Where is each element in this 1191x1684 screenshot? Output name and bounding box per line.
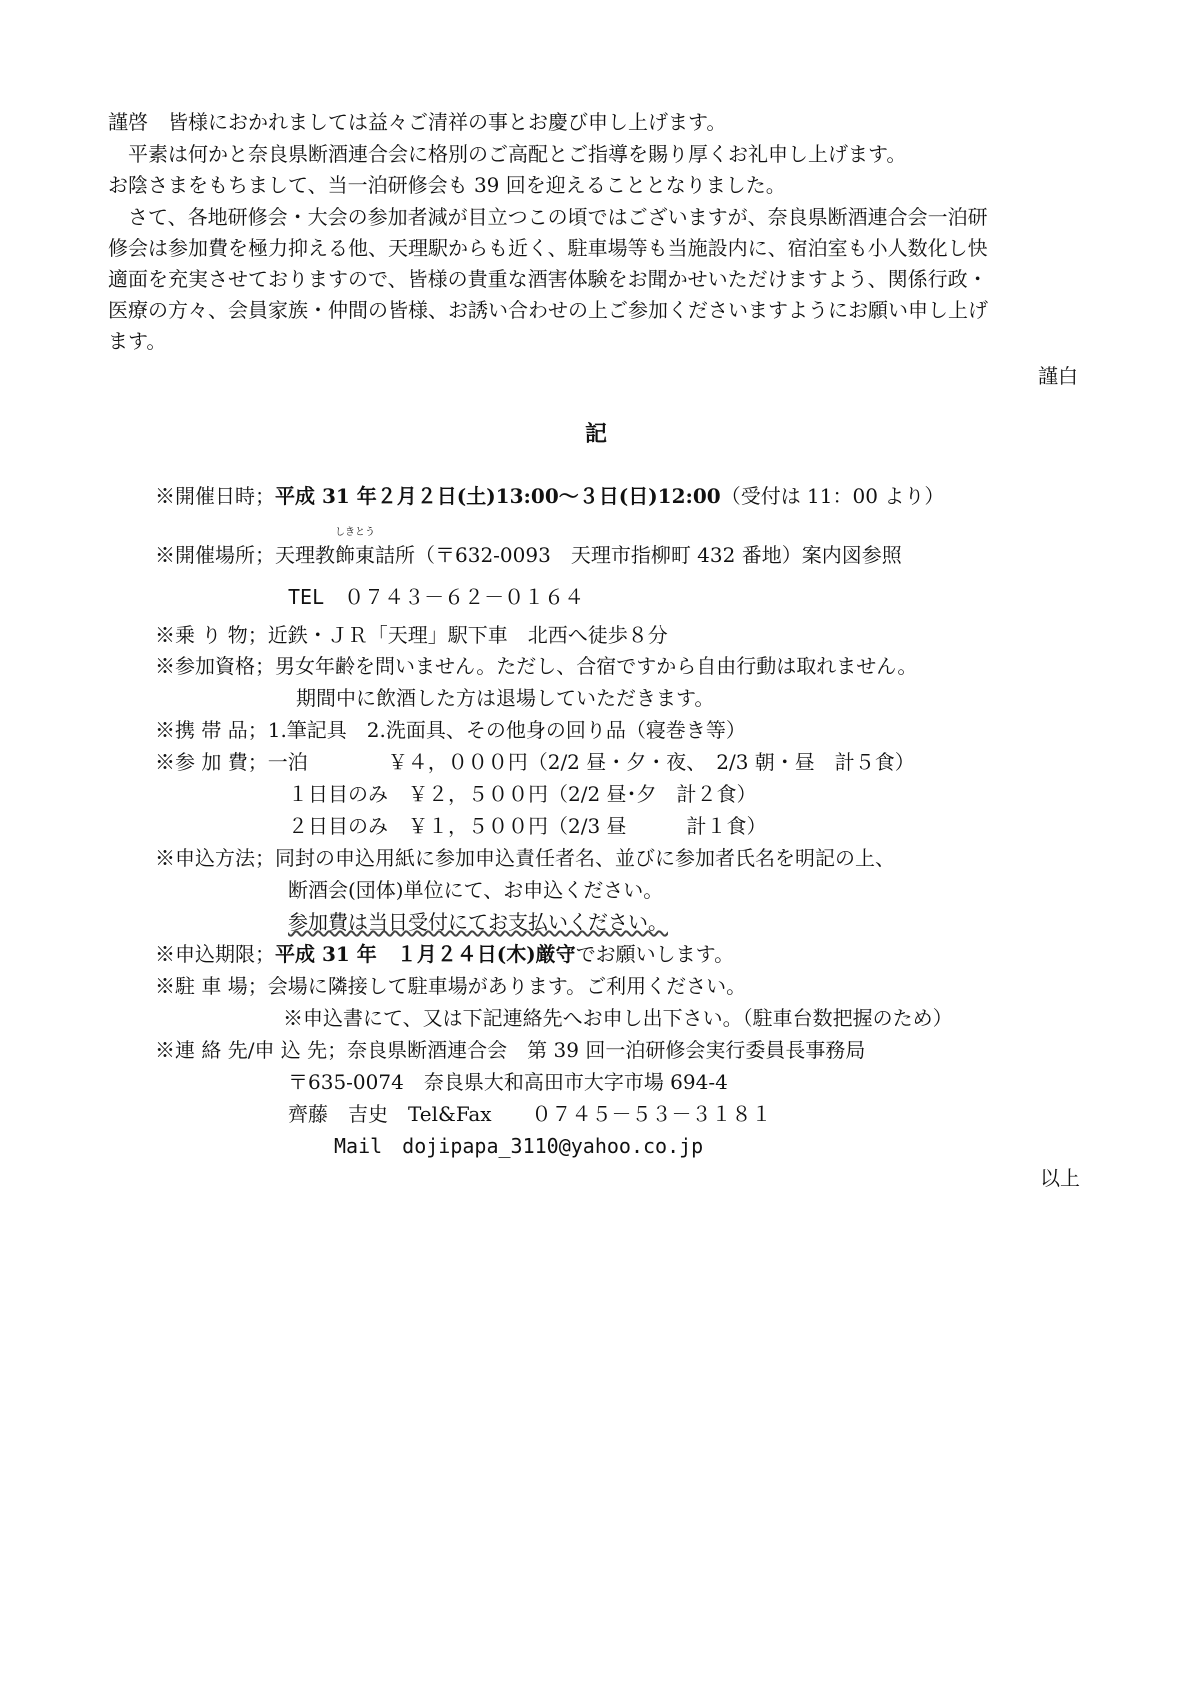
- item-qualification: [155, 653, 917, 679]
- qualification-value: 男女年齢を問いません。ただし、合宿ですから自由行動は取れません。: [275, 654, 918, 678]
- item-label: ※開催日時；: [155, 484, 275, 508]
- item-label: ※乗 り 物；: [155, 623, 268, 647]
- paragraph-line: お陰さまをもちまして、当一泊研修会も 39 回を迎えることとなりました。: [108, 173, 786, 197]
- fee-line: 一泊 ￥４，０００円（2/2 昼・夕・夜、 2/3 朝・昼 計５食）: [267, 750, 915, 774]
- date-note: （受付は 11：00 より）: [720, 484, 945, 508]
- contact-value: 奈良県断酒連合会 第 39 回一泊研修会実行委員長事務局: [347, 1038, 866, 1062]
- item-date: [155, 483, 944, 509]
- paragraph-line: 医療の方々、会員家族・仲間の皆様、お誘い合わせの上ご参加くださいますようにお願い申し上げ: [108, 298, 988, 322]
- paragraph-line: ます。: [108, 329, 167, 353]
- item-apply-method: [155, 845, 895, 871]
- apply-value-2: 断酒会(団体)単位にて、お申込ください。: [288, 878, 664, 902]
- venue-text: 天理教: [275, 543, 335, 567]
- contact-address: 〒635-0074 奈良県大和高田市大字市場 694-4: [288, 1070, 728, 1094]
- item-label: ※申込期限；: [155, 942, 275, 966]
- apply-value-3: 参加費は当日受付にてお支払いください。: [288, 910, 668, 934]
- item-transport: [155, 622, 668, 648]
- item-fee: [155, 749, 915, 775]
- paragraph-line: さて、各地研修会・大会の参加者減が目立つこの頃ではございますが、奈良県断酒連合会一泊研: [128, 205, 988, 229]
- paragraph-line: 適面を充実させておりますので、皆様の貴重な酒害体験をお聞かせいただけますよう、関係行政・: [108, 267, 988, 291]
- item-parking: [155, 973, 746, 999]
- fee-line: １日目のみ ￥２，５００円（2/2 昼･夕 計２食）: [288, 782, 757, 806]
- venue-ruby-word: [335, 527, 375, 568]
- greeting-line: 謹啓 皆様におかれましては益々ご清祥の事とお慶び申し上げます。: [108, 110, 727, 134]
- closing-word: 謹白: [1038, 364, 1078, 388]
- item-label: ※申込方法；: [155, 846, 275, 870]
- item-label: ※連 絡 先/申 込 先；: [155, 1038, 348, 1062]
- ruby-base: 飾東: [335, 543, 375, 567]
- fee-line: ２日目のみ ￥１，５００円（2/3 昼 計１食）: [288, 814, 767, 838]
- venue-text: 詰所（〒632-0093 天理市指柳町 432 番地）案内図参照: [375, 543, 902, 567]
- apply-value: 同封の申込用紙に参加申込責任者名、並びに参加者氏名を明記の上、: [275, 846, 895, 870]
- transport-value: 近鉄・ＪＲ「天理」駅下車 北西へ徒歩８分: [267, 623, 668, 647]
- item-contact: [155, 1037, 865, 1063]
- item-deadline: [155, 941, 734, 967]
- section-heading: 記: [585, 421, 608, 447]
- paragraph-line: 修会は参加費を極力抑える他、天理駅からも近く、駐車場等も当施設内に、宿泊室も小人数化し快: [108, 236, 988, 260]
- parking-value-2: ※申込書にて、又は下記連絡先へお申し出下さい。（駐車台数把握のため）: [283, 1006, 953, 1030]
- end-word: 以上: [1040, 1166, 1080, 1190]
- qualification-value-2: 期間中に飲酒した方は退場していただきます。: [296, 686, 715, 710]
- deadline-value: 平成 31 年 １月２４日(木)厳守: [275, 942, 576, 966]
- paragraph-line: 平素は何かと奈良県断酒連合会に格別のご高配とご指導を賜り厚くお礼申し上げます。: [128, 142, 907, 166]
- item-label: ※駐 車 場；: [155, 974, 268, 998]
- item-label: ※携 帯 品；: [155, 718, 268, 742]
- contact-mail: Mail dojipapa_3110@yahoo.co.jp: [334, 1134, 704, 1158]
- furigana: しきとう: [335, 527, 375, 538]
- item-venue: [155, 527, 902, 568]
- date-value: 平成 31 年２月２日(土)13:00〜３日(日)12:00: [275, 484, 721, 508]
- venue-tel: TEL ０７４３－６２－０１６４: [288, 585, 585, 609]
- item-belongings: [155, 717, 746, 743]
- item-label: ※開催場所；: [155, 543, 275, 567]
- item-label: ※参加資格；: [155, 654, 275, 678]
- contact-name-tel: 齊藤 吉史 Tel&Fax ０７４５－５３－３１８１: [288, 1102, 772, 1126]
- belongings-value: 1.筆記具 2.洗面具、その他身の回り品（寝巻き等）: [267, 718, 746, 742]
- deadline-post: でお願いします。: [575, 942, 735, 966]
- parking-value: 会場に隣接して駐車場があります。ご利用ください。: [267, 974, 747, 998]
- item-label: ※参 加 費；: [155, 750, 268, 774]
